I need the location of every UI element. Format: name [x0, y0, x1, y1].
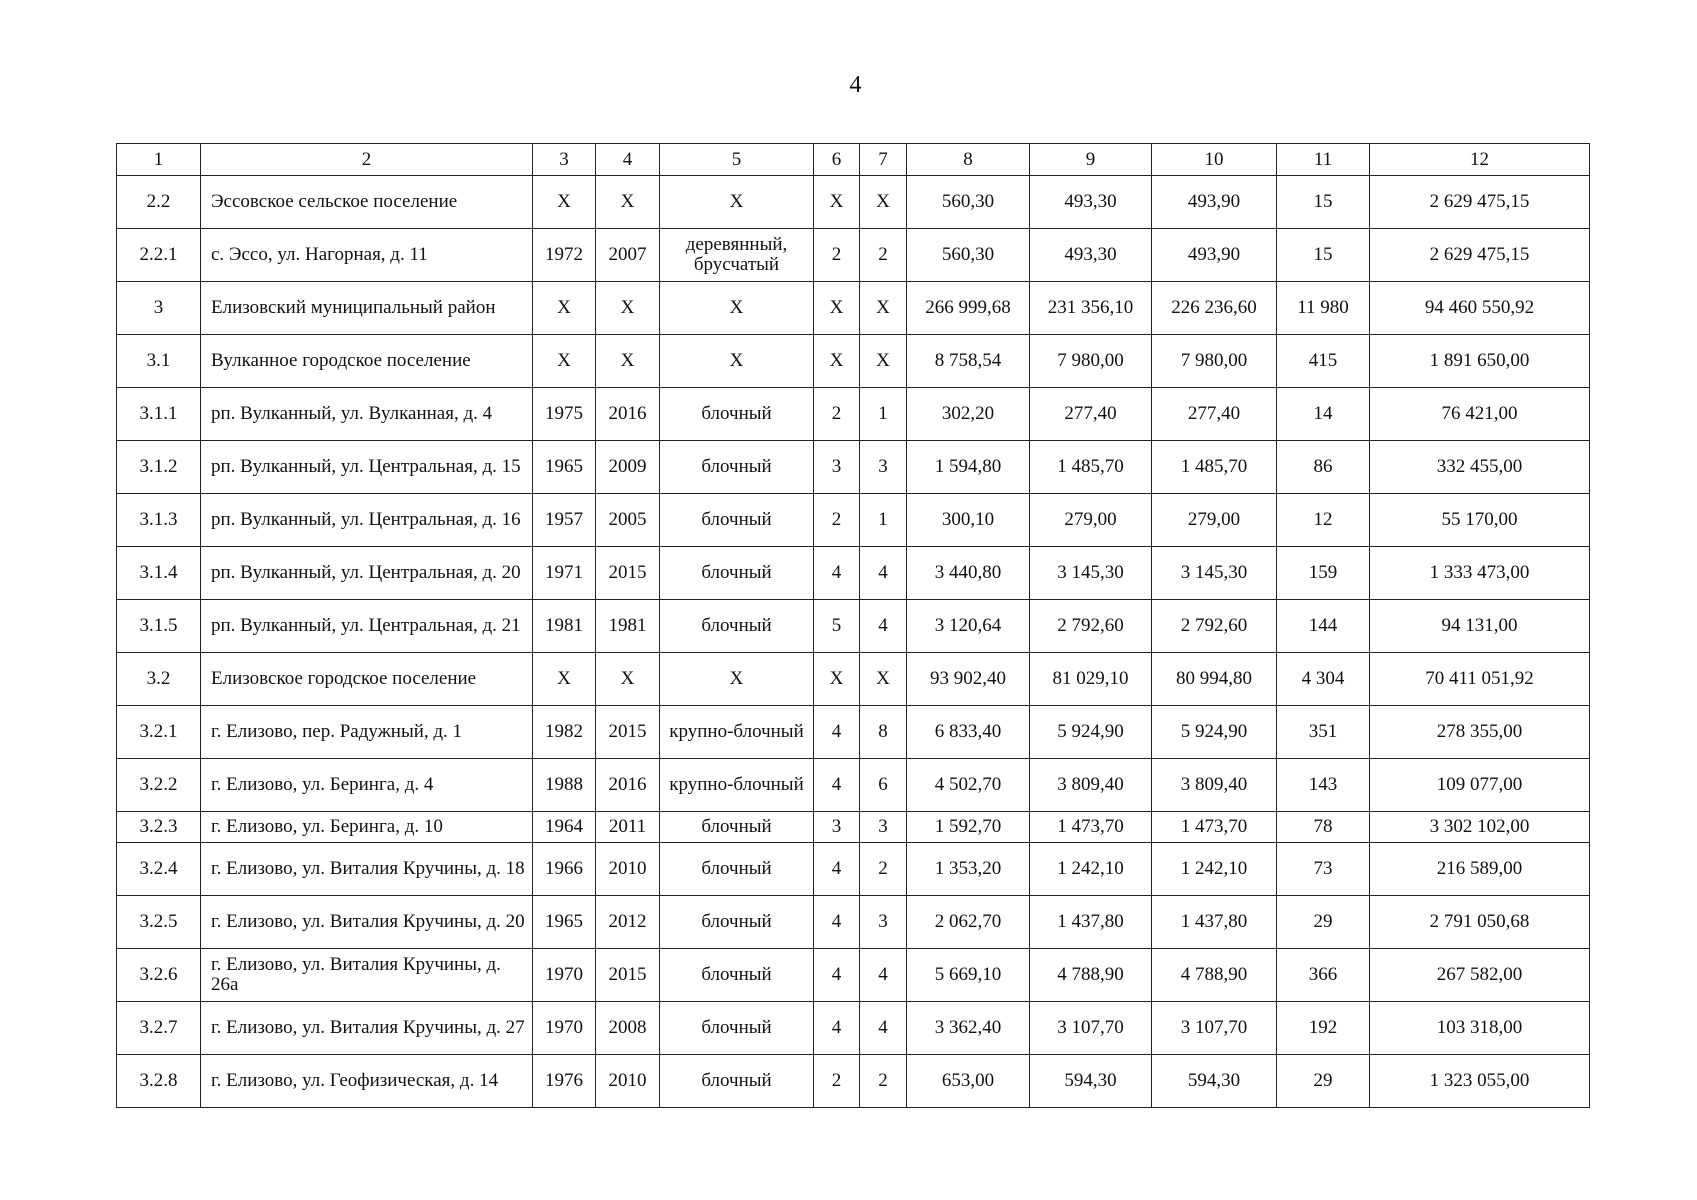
table-body — [117, 144, 1590, 1108]
address-cell: г. Елизово, ул. Геофизическая, д. 14 — [201, 1055, 533, 1108]
value-cell: 8 758,54 — [907, 335, 1030, 388]
value-cell: 4 788,90 — [1152, 949, 1277, 1002]
value-cell: блочный — [660, 494, 814, 547]
value-cell: 279,00 — [1152, 494, 1277, 547]
row-number-cell: 3.2.4 — [117, 843, 201, 896]
value-cell: 12 — [1277, 494, 1370, 547]
value-cell: 8 — [860, 706, 907, 759]
table-row — [117, 759, 1590, 812]
value-cell: блочный — [660, 1002, 814, 1055]
value-cell: 231 356,10 — [1030, 282, 1152, 335]
value-cell: 2 — [814, 1055, 860, 1108]
value-cell: 143 — [1277, 759, 1370, 812]
value-cell: блочный — [660, 388, 814, 441]
table-row — [117, 600, 1590, 653]
address-cell: г. Елизово, ул. Виталия Кручины, д. 20 — [201, 896, 533, 949]
value-cell: 3 809,40 — [1030, 759, 1152, 812]
value-cell: 1970 — [533, 1002, 596, 1055]
value-cell: 560,30 — [907, 176, 1030, 229]
value-cell: 2 791 050,68 — [1370, 896, 1590, 949]
column-number: 3 — [533, 144, 596, 176]
value-cell: 4 — [814, 547, 860, 600]
value-cell: 2016 — [596, 388, 660, 441]
value-cell: 5 924,90 — [1152, 706, 1277, 759]
table-row — [117, 843, 1590, 896]
column-number: 10 — [1152, 144, 1277, 176]
address-cell: г. Елизово, ул. Виталия Кручины, д. 27 — [201, 1002, 533, 1055]
value-cell: 594,30 — [1030, 1055, 1152, 1108]
value-cell: 1 485,70 — [1030, 441, 1152, 494]
value-cell: Х — [596, 282, 660, 335]
value-cell: 4 — [860, 547, 907, 600]
column-number: 11 — [1277, 144, 1370, 176]
value-cell: 2010 — [596, 1055, 660, 1108]
value-cell: 15 — [1277, 176, 1370, 229]
value-cell: 493,30 — [1030, 176, 1152, 229]
value-cell: 103 318,00 — [1370, 1002, 1590, 1055]
address-cell: с. Эссо, ул. Нагорная, д. 11 — [201, 229, 533, 282]
value-cell: 94 460 550,92 — [1370, 282, 1590, 335]
value-cell: 2015 — [596, 547, 660, 600]
address-cell: рп. Вулканный, ул. Центральная, д. 15 — [201, 441, 533, 494]
value-cell: 302,20 — [907, 388, 1030, 441]
row-number-cell: 3.2.2 — [117, 759, 201, 812]
column-number: 1 — [117, 144, 201, 176]
value-cell: 70 411 051,92 — [1370, 653, 1590, 706]
value-cell: 1 437,80 — [1152, 896, 1277, 949]
table-row — [117, 1002, 1590, 1055]
address-cell: рп. Вулканный, ул. Центральная, д. 20 — [201, 547, 533, 600]
column-number: 8 — [907, 144, 1030, 176]
value-cell: 1 473,70 — [1030, 812, 1152, 843]
value-cell: 2012 — [596, 896, 660, 949]
value-cell: 2005 — [596, 494, 660, 547]
value-cell: 332 455,00 — [1370, 441, 1590, 494]
value-cell: 2 — [814, 229, 860, 282]
value-cell: 6 — [860, 759, 907, 812]
table-row — [117, 494, 1590, 547]
row-number-cell: 3.1.2 — [117, 441, 201, 494]
value-cell: 266 999,68 — [907, 282, 1030, 335]
value-cell: 560,30 — [907, 229, 1030, 282]
value-cell: Х — [860, 653, 907, 706]
row-number-cell: 3.1.3 — [117, 494, 201, 547]
address-cell: г. Елизово, ул. Виталия Кручины, д. 26а — [201, 949, 533, 1002]
value-cell: Х — [814, 282, 860, 335]
value-cell: 11 980 — [1277, 282, 1370, 335]
column-number: 6 — [814, 144, 860, 176]
value-cell: 366 — [1277, 949, 1370, 1002]
value-cell: 80 994,80 — [1152, 653, 1277, 706]
address-cell: Вулканное городское поселение — [201, 335, 533, 388]
value-cell: 3 440,80 — [907, 547, 1030, 600]
value-cell: 3 107,70 — [1030, 1002, 1152, 1055]
value-cell: 1965 — [533, 896, 596, 949]
value-cell: 1 — [860, 388, 907, 441]
value-cell: 493,90 — [1152, 229, 1277, 282]
value-cell: 493,90 — [1152, 176, 1277, 229]
value-cell: 1 891 650,00 — [1370, 335, 1590, 388]
value-cell: 4 — [814, 1002, 860, 1055]
column-number: 9 — [1030, 144, 1152, 176]
address-cell: рп. Вулканный, ул. Вулканная, д. 4 — [201, 388, 533, 441]
value-cell: блочный — [660, 600, 814, 653]
value-cell: 1966 — [533, 843, 596, 896]
address-cell: рп. Вулканный, ул. Центральная, д. 21 — [201, 600, 533, 653]
value-cell: Х — [533, 176, 596, 229]
table-row — [117, 335, 1590, 388]
row-number-cell: 3.1.5 — [117, 600, 201, 653]
value-cell: 278 355,00 — [1370, 706, 1590, 759]
value-cell: Х — [660, 176, 814, 229]
value-cell: 2009 — [596, 441, 660, 494]
value-cell: 4 502,70 — [907, 759, 1030, 812]
table-row — [117, 812, 1590, 843]
value-cell: 3 145,30 — [1152, 547, 1277, 600]
value-cell: 2016 — [596, 759, 660, 812]
value-cell: 277,40 — [1152, 388, 1277, 441]
value-cell: 4 — [860, 1002, 907, 1055]
value-cell: 86 — [1277, 441, 1370, 494]
value-cell: 2 792,60 — [1152, 600, 1277, 653]
value-cell: 14 — [1277, 388, 1370, 441]
column-number: 5 — [660, 144, 814, 176]
value-cell: 3 145,30 — [1030, 547, 1152, 600]
value-cell: 279,00 — [1030, 494, 1152, 547]
value-cell: 2007 — [596, 229, 660, 282]
value-cell: 415 — [1277, 335, 1370, 388]
value-cell: 1965 — [533, 441, 596, 494]
value-cell: 5 669,10 — [907, 949, 1030, 1002]
value-cell: Х — [660, 282, 814, 335]
value-cell: 216 589,00 — [1370, 843, 1590, 896]
value-cell: 2008 — [596, 1002, 660, 1055]
value-cell: 3 — [814, 441, 860, 494]
row-number-cell: 3.2.7 — [117, 1002, 201, 1055]
value-cell: 5 924,90 — [1030, 706, 1152, 759]
value-cell: 78 — [1277, 812, 1370, 843]
value-cell: 3 302 102,00 — [1370, 812, 1590, 843]
value-cell: 3 809,40 — [1152, 759, 1277, 812]
row-number-cell: 3 — [117, 282, 201, 335]
row-number-cell: 3.1.1 — [117, 388, 201, 441]
value-cell: блочный — [660, 843, 814, 896]
value-cell: 2 — [860, 1055, 907, 1108]
row-number-cell: 3.2.6 — [117, 949, 201, 1002]
value-cell: 1 333 473,00 — [1370, 547, 1590, 600]
value-cell: 55 170,00 — [1370, 494, 1590, 547]
table-row — [117, 176, 1590, 229]
value-cell: 93 902,40 — [907, 653, 1030, 706]
value-cell: 1964 — [533, 812, 596, 843]
value-cell: 81 029,10 — [1030, 653, 1152, 706]
value-cell: 4 — [814, 843, 860, 896]
value-cell: Х — [533, 653, 596, 706]
value-cell: 1981 — [596, 600, 660, 653]
address-cell: Эссовское сельское поселение — [201, 176, 533, 229]
value-cell: 73 — [1277, 843, 1370, 896]
value-cell: 94 131,00 — [1370, 600, 1590, 653]
value-cell: Х — [860, 282, 907, 335]
row-number-cell: 2.2 — [117, 176, 201, 229]
address-cell: г. Елизово, ул. Беринга, д. 4 — [201, 759, 533, 812]
table-row — [117, 949, 1590, 1002]
value-cell: 4 — [814, 896, 860, 949]
value-cell: блочный — [660, 896, 814, 949]
value-cell: Х — [814, 176, 860, 229]
value-cell: 1 437,80 — [1030, 896, 1152, 949]
value-cell: 1982 — [533, 706, 596, 759]
value-cell: 2 — [860, 843, 907, 896]
value-cell: 1 — [860, 494, 907, 547]
table-row — [117, 706, 1590, 759]
value-cell: 29 — [1277, 896, 1370, 949]
value-cell: 1 323 055,00 — [1370, 1055, 1590, 1108]
value-cell: 3 107,70 — [1152, 1002, 1277, 1055]
table-row — [117, 653, 1590, 706]
value-cell: крупно-блочный — [660, 759, 814, 812]
value-cell: 2011 — [596, 812, 660, 843]
value-cell: 2015 — [596, 949, 660, 1002]
value-cell: 351 — [1277, 706, 1370, 759]
value-cell: Х — [660, 653, 814, 706]
value-cell: Х — [814, 335, 860, 388]
value-cell: 29 — [1277, 1055, 1370, 1108]
value-cell: 1 485,70 — [1152, 441, 1277, 494]
value-cell: 653,00 — [907, 1055, 1030, 1108]
value-cell: 1 594,80 — [907, 441, 1030, 494]
value-cell: Х — [596, 653, 660, 706]
value-cell: 109 077,00 — [1370, 759, 1590, 812]
value-cell: 3 — [860, 441, 907, 494]
value-cell: блочный — [660, 812, 814, 843]
value-cell: Х — [533, 335, 596, 388]
value-cell: Х — [596, 176, 660, 229]
value-cell: 15 — [1277, 229, 1370, 282]
value-cell: 2 629 475,15 — [1370, 229, 1590, 282]
value-cell: 594,30 — [1152, 1055, 1277, 1108]
value-cell: 277,40 — [1030, 388, 1152, 441]
column-number: 7 — [860, 144, 907, 176]
column-number: 2 — [201, 144, 533, 176]
value-cell: 2 062,70 — [907, 896, 1030, 949]
value-cell: 5 — [814, 600, 860, 653]
row-number-cell: 3.1 — [117, 335, 201, 388]
table-row — [117, 388, 1590, 441]
value-cell: блочный — [660, 441, 814, 494]
value-cell: деревянный, брусчатый — [660, 229, 814, 282]
page-number: 4 — [849, 72, 862, 98]
value-cell: 4 — [814, 759, 860, 812]
value-cell: 2 — [814, 494, 860, 547]
value-cell: 2 — [814, 388, 860, 441]
value-cell: 4 788,90 — [1030, 949, 1152, 1002]
value-cell: 1957 — [533, 494, 596, 547]
value-cell: блочный — [660, 1055, 814, 1108]
value-cell: 267 582,00 — [1370, 949, 1590, 1002]
table-row — [117, 441, 1590, 494]
row-number-cell: 3.2.3 — [117, 812, 201, 843]
value-cell: 1988 — [533, 759, 596, 812]
value-cell: Х — [596, 335, 660, 388]
value-cell: Х — [860, 335, 907, 388]
value-cell: 1 592,70 — [907, 812, 1030, 843]
value-cell: 493,30 — [1030, 229, 1152, 282]
value-cell: 1981 — [533, 600, 596, 653]
value-cell: 6 833,40 — [907, 706, 1030, 759]
row-number-cell: 3.2 — [117, 653, 201, 706]
value-cell: 1970 — [533, 949, 596, 1002]
value-cell: блочный — [660, 547, 814, 600]
value-cell: 192 — [1277, 1002, 1370, 1055]
address-cell: г. Елизово, ул. Виталия Кручины, д. 18 — [201, 843, 533, 896]
column-number: 12 — [1370, 144, 1590, 176]
value-cell: 2015 — [596, 706, 660, 759]
column-number-row — [117, 144, 1590, 176]
value-cell: 4 — [860, 600, 907, 653]
address-cell: г. Елизово, ул. Беринга, д. 10 — [201, 812, 533, 843]
row-number-cell: 3.2.8 — [117, 1055, 201, 1108]
value-cell: 4 — [814, 706, 860, 759]
value-cell: 4 — [814, 949, 860, 1002]
value-cell: 300,10 — [907, 494, 1030, 547]
table-row — [117, 547, 1590, 600]
value-cell: 2010 — [596, 843, 660, 896]
table-row — [117, 896, 1590, 949]
value-cell: Х — [533, 282, 596, 335]
table-row — [117, 282, 1590, 335]
value-cell: 3 120,64 — [907, 600, 1030, 653]
value-cell: 4 — [860, 949, 907, 1002]
value-cell: 2 792,60 — [1030, 600, 1152, 653]
value-cell: 3 — [860, 896, 907, 949]
value-cell: 144 — [1277, 600, 1370, 653]
value-cell: 3 — [814, 812, 860, 843]
table-row — [117, 1055, 1590, 1108]
value-cell: 1 242,10 — [1030, 843, 1152, 896]
row-number-cell: 3.1.4 — [117, 547, 201, 600]
value-cell: Х — [660, 335, 814, 388]
column-number: 4 — [596, 144, 660, 176]
value-cell: 1976 — [533, 1055, 596, 1108]
table-row — [117, 229, 1590, 282]
row-number-cell: 3.2.1 — [117, 706, 201, 759]
value-cell: 1971 — [533, 547, 596, 600]
value-cell: Х — [814, 653, 860, 706]
value-cell: крупно-блочный — [660, 706, 814, 759]
value-cell: 3 362,40 — [907, 1002, 1030, 1055]
value-cell: 1 353,20 — [907, 843, 1030, 896]
row-number-cell: 2.2.1 — [117, 229, 201, 282]
address-cell: Елизовское городское поселение — [201, 653, 533, 706]
housing-register-table — [116, 143, 1590, 1108]
address-cell: Елизовский муниципальный район — [201, 282, 533, 335]
value-cell: 76 421,00 — [1370, 388, 1590, 441]
row-number-cell: 3.2.5 — [117, 896, 201, 949]
address-cell: г. Елизово, пер. Радужный, д. 1 — [201, 706, 533, 759]
value-cell: 4 304 — [1277, 653, 1370, 706]
value-cell: 2 629 475,15 — [1370, 176, 1590, 229]
address-cell: рп. Вулканный, ул. Центральная, д. 16 — [201, 494, 533, 547]
value-cell: 226 236,60 — [1152, 282, 1277, 335]
value-cell: 1975 — [533, 388, 596, 441]
value-cell: 2 — [860, 229, 907, 282]
value-cell: блочный — [660, 949, 814, 1002]
value-cell: 1 473,70 — [1152, 812, 1277, 843]
value-cell: 7 980,00 — [1152, 335, 1277, 388]
value-cell: 7 980,00 — [1030, 335, 1152, 388]
value-cell: 1 242,10 — [1152, 843, 1277, 896]
value-cell: Х — [860, 176, 907, 229]
value-cell: 1972 — [533, 229, 596, 282]
value-cell: 3 — [860, 812, 907, 843]
value-cell: 159 — [1277, 547, 1370, 600]
